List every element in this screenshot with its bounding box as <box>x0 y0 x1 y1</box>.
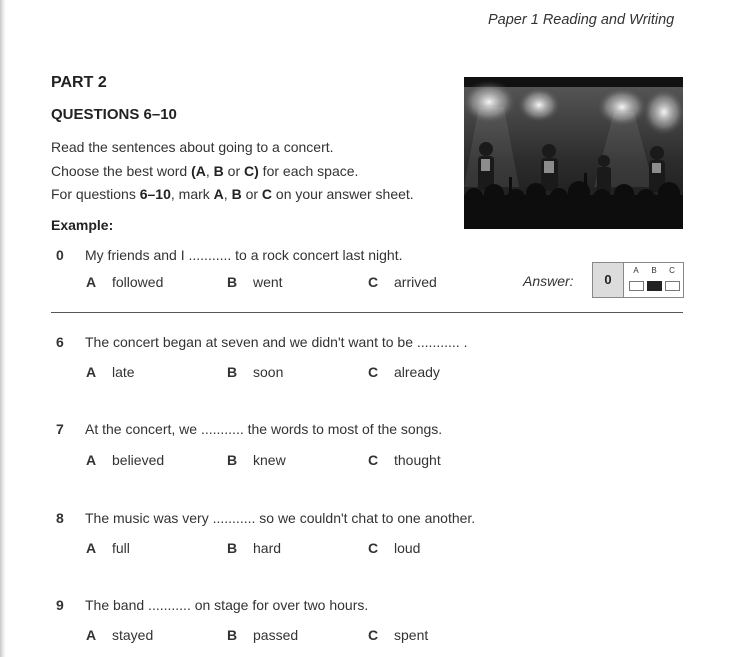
option-c: C thought <box>368 452 441 468</box>
instruction-line-1: Read the sentences about going to a concert. <box>51 139 334 155</box>
page-edge-shadow <box>0 0 6 657</box>
question-stem: The concert began at seven and we didn't want to be ........... . <box>85 334 468 350</box>
question-number: 7 <box>56 421 64 437</box>
answer-box-number: 0 <box>593 263 624 297</box>
instruction-line-3: For questions 6–10, mark A, B or C on your answer sheet. <box>51 186 414 202</box>
option-b: B passed <box>227 627 299 643</box>
example-option-a: A followed <box>86 274 164 290</box>
option-a: A full <box>86 540 130 556</box>
option-c: C already <box>368 364 440 380</box>
question-stem: The music was very ........... so we couldn't chat to one another. <box>85 510 476 526</box>
option-b: B soon <box>227 364 284 380</box>
example-option-b: B went <box>227 274 283 290</box>
answer-square-a <box>629 281 644 291</box>
answer-label: Answer: <box>523 273 574 289</box>
answer-letter-c: C <box>669 266 675 275</box>
option-c: C loud <box>368 540 421 556</box>
answer-letter-b: B <box>651 266 657 275</box>
question-number: 6 <box>56 334 64 350</box>
part-title: PART 2 <box>51 74 107 91</box>
question-stem: The band ........... on stage for over two hours. <box>85 597 369 613</box>
answer-square-b-filled <box>647 281 662 291</box>
example-divider <box>51 312 683 313</box>
option-a: A believed <box>86 452 165 468</box>
instruction-line-2: Choose the best word (A, B or C) for each space. <box>51 163 359 179</box>
question-stem: At the concert, we ........... the words to most of the songs. <box>85 421 443 437</box>
example-option-c: C arrived <box>368 274 437 290</box>
option-c: C spent <box>368 627 429 643</box>
example-answer-box <box>592 262 684 298</box>
example-label: Example: <box>51 217 114 233</box>
questions-title: QUESTIONS 6–10 <box>51 106 177 123</box>
example-number: 0 <box>56 247 64 263</box>
answer-box-options <box>629 266 681 294</box>
question-number: 8 <box>56 510 64 526</box>
concert-photo <box>464 77 683 229</box>
paper-header: Paper 1 Reading and Writing <box>488 12 675 28</box>
question-number: 9 <box>56 597 64 613</box>
option-a: A late <box>86 364 135 380</box>
option-b: B hard <box>227 540 282 556</box>
option-a: A stayed <box>86 627 154 643</box>
answer-letter-a: A <box>633 266 639 275</box>
option-b: B knew <box>227 452 286 468</box>
example-stem: My friends and I ........... to a rock concert last night. <box>85 247 403 263</box>
answer-square-c <box>665 281 680 291</box>
